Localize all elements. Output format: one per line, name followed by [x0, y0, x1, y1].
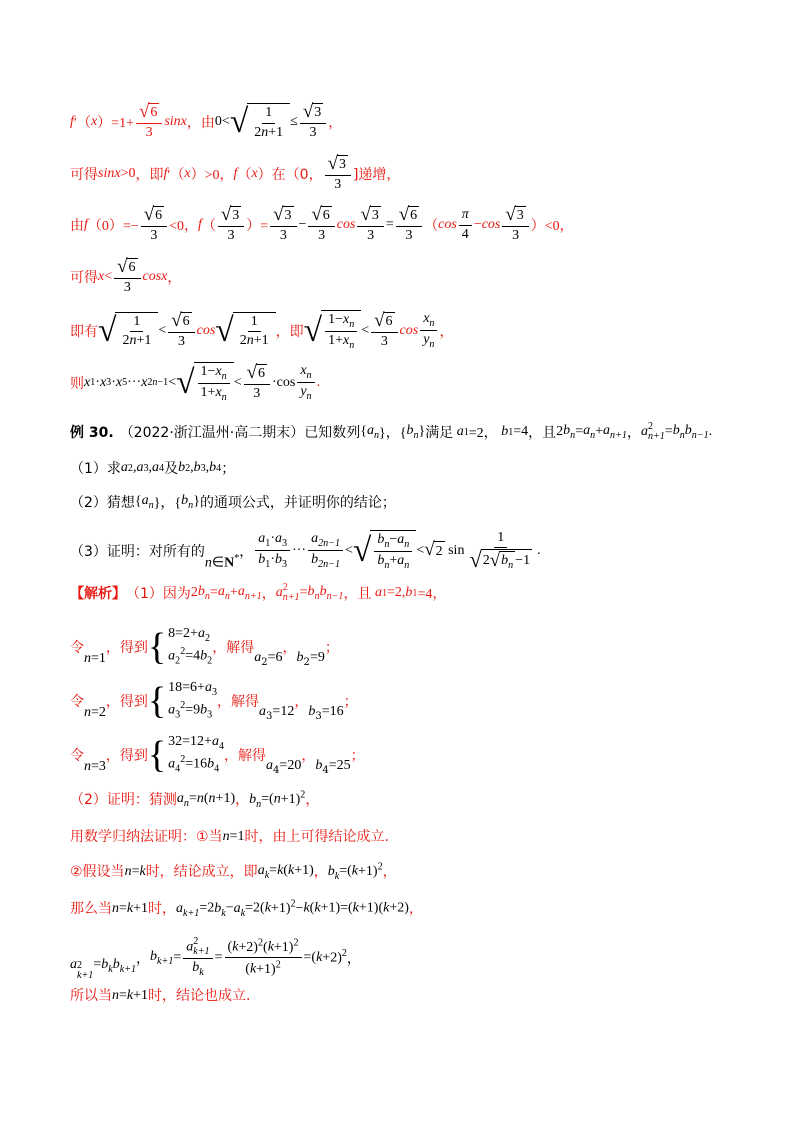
solution-induction-3: 那么当 n=k+1 时， $a_{k+1}=2b_k-a_k=2(k+1)^2-k(k+1)=(k+1)(k+2)$ ，: [70, 898, 423, 919]
solution-line-1: f ′（ x ）=1+ √ 6 3 sinx ，由 0 < √ $\frac{1}{2n+1}$ ≤ √ 3 3 ，: [70, 101, 343, 141]
solution-induction-2: ②假设当 n=k 时，结论成立，即 $a_k=k(k+1)$ ， $b_k=(k+1)^2$ ，: [70, 861, 397, 882]
solution-induction-1: 用数学归纳法证明：①当 n=1 时，由上可得结论成立.: [70, 828, 389, 845]
problem-q2: （2）猜想 { $a_n$ }，{ $b_n$ } 的通项公式，并证明你的结论；: [70, 493, 396, 511]
problem-label: 例 30.: [70, 425, 114, 442]
problem-source: （2022·浙江温州·高二期末）已知数列: [119, 425, 361, 442]
problem-header: 例 30. （2022·浙江温州·高二期末）已知数列 { $a_n$ }，{ $b_n$ } 满足 a 1 =2， b 1 =4 ，且 2 $b_n$ = $a_n$ + $a_{n+1}$ ， a 2 n+1 = $b_nb_{n-1}$ .: [70, 421, 713, 443]
solution-induction-4: a 2 k+1 $=b_kb_{k+1}$ ， $b_{k+1}$ = a 2 k+1 $b_k$ = $\frac{(k+2)^2(k+1)^2}{(k+1)^2}$ =( k +2)$^2$ ，: [70, 935, 361, 982]
solution-part1: 【解析】 （1）因为 2 $b_n$ = $a_n$ + $a_{n+1}$ ， a 2 n+1 = $b_nb_{n-1}$ ，且 a 1 =2, b 1 =4，: [70, 582, 447, 604]
problem-q1: （1）求 a 2 , a 3 , a 4 及 b 2 , b 3 , b 4 ；: [70, 460, 236, 477]
solution-conclusion: 所以当 n=k+1 时，结论也成立.: [70, 987, 251, 1004]
solution-n3: 令 n=3 ，得到 { $32=12+a_4$ $a_4^2=16b_4$ ，解得 $a_4=20$ ， $b_4=25$ ；: [70, 733, 365, 777]
problem-q3: （3）证明：对所有的 n∈N* ， $\frac{a_1\cdot a_3}{b_1\cdot b_3}$ ··· $\frac{a_{2n-1}}{b_{2n-1}}$ < √ $\frac{b_n-a_n}{b_n+a_n}$ < √ 2 sin 1 √ 2 √ $b_n$ −1 .: [70, 530, 541, 573]
solution-line-6: 则 x 1 · x 3 · x 5 ··· x 2n−1 < √ $\frac{1-x_n}{1+x_n}$ < √ 6 3 · cos $\frac{x_n}{y_n}$ .: [70, 361, 321, 404]
solution-n2: 令 n=2 ，得到 { $18=6+a_3$ $a_3^2=9b_3$ ，解得 $a_3=12$ ， $b_3=16$ ；: [70, 679, 358, 723]
solution-n1: 令 n=1 ，得到 { $8=2+a_2$ $a_2^2=4b_2$ ，解得 $a_2=6$ ， $b_2=9$ ；: [70, 625, 339, 669]
solution-line-2: 可得 sinx >0 ，即 f ′（ x ）>0 ， f （ x ） 在（0， √ 3 3 ]递增，: [70, 153, 401, 192]
solution-line-5: 即有 √ $\frac{1}{2n+1}$ < √ 6 3 cos √ $\frac{1}{2n+1}$ ，即 √ $\frac{1-x_n}{1+x_n}$ < √ 6 3 cos $\frac{x_n}{y_n}$ ，: [70, 309, 454, 352]
solution-tag: 【解析】: [70, 586, 126, 603]
solution-part2: （2）证明：猜测 $a_n=n(n+1)$ ， $b_n=(n+1)^2$ ，: [70, 789, 320, 810]
solution-line-4: 可得 x < √ 6 3 cosx ，: [70, 256, 182, 295]
solution-line-3: 由 f （0）=− √ 6 3 <0， f （ √ 3 3 ）= √ 3 3 − √ 6 3 cos √ 3 3 = √ 6 3 （ cos $\frac{\pi}{4}$ − cos √ 3 3 ）<0，: [70, 204, 574, 243]
